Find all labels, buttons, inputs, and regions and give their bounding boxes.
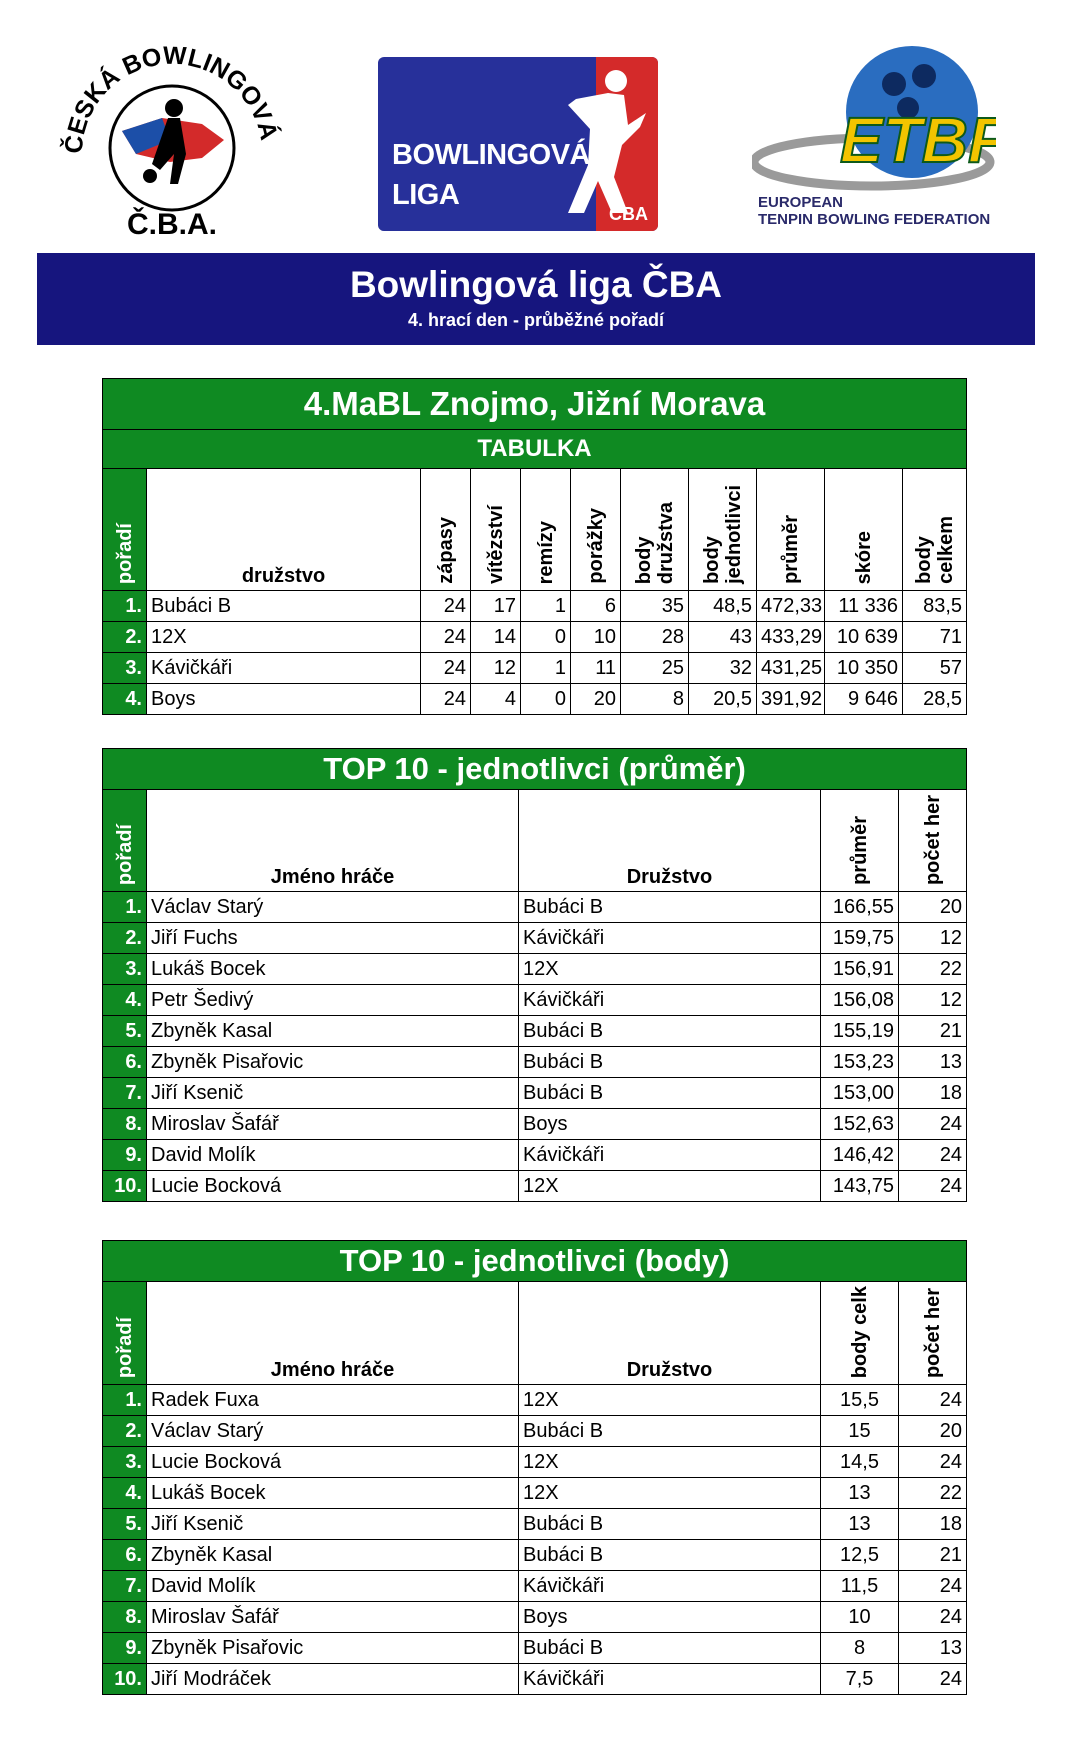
table-row bbox=[103, 954, 967, 985]
value-cell: 156,08 bbox=[821, 985, 899, 1016]
rank-cell: 9. bbox=[103, 1633, 147, 1664]
team-cell: Bubáci B bbox=[519, 892, 821, 923]
header-banner bbox=[37, 253, 1035, 345]
value-cell: 14,5 bbox=[821, 1447, 899, 1478]
team-cell: Bubáci B bbox=[519, 1633, 821, 1664]
games-cell: 24 bbox=[899, 1571, 967, 1602]
games-cell: 24 bbox=[899, 1664, 967, 1695]
total-points-cell: 57 bbox=[903, 653, 967, 684]
header-rank: pořadí bbox=[113, 823, 136, 885]
value-cell: 13 bbox=[821, 1509, 899, 1540]
liga-line1: BOWLINGOVÁ bbox=[392, 139, 590, 171]
rank-cell: 4. bbox=[103, 985, 147, 1016]
team-cell: Kávičkáři bbox=[519, 923, 821, 954]
total-points-cell: 71 bbox=[903, 622, 967, 653]
cba-short-text: Č.B.A. bbox=[127, 208, 217, 241]
table-row bbox=[103, 892, 967, 923]
rank-cell: 6. bbox=[103, 1540, 147, 1571]
total-points-cell: 83,5 bbox=[903, 591, 967, 622]
team-points-cell: 8 bbox=[621, 684, 689, 715]
team-cell: Kávičkáři bbox=[519, 1140, 821, 1171]
etbf-letters: ETBF bbox=[840, 104, 996, 176]
cba-ring-text: ČESKÁ BOWLINGOVÁ bbox=[59, 41, 283, 155]
table-row bbox=[103, 1416, 967, 1447]
table-row bbox=[103, 1171, 967, 1202]
player-name-cell: Jiří Fuchs bbox=[147, 923, 519, 954]
team-cell: Bubáci B bbox=[519, 1416, 821, 1447]
games-cell: 21 bbox=[899, 1016, 967, 1047]
rank-cell: 1. bbox=[103, 1385, 147, 1416]
table-row bbox=[103, 591, 967, 622]
team-cell: Kávičkáři bbox=[519, 985, 821, 1016]
value-cell: 15,5 bbox=[821, 1385, 899, 1416]
rank-cell: 5. bbox=[103, 1509, 147, 1540]
header-games: počet her bbox=[921, 794, 944, 885]
player-name-cell: Lucie Bocková bbox=[147, 1447, 519, 1478]
header-ind-points-1: body bbox=[700, 536, 723, 584]
value-cell: 10 bbox=[821, 1602, 899, 1633]
player-name-cell: Jiří Modráček bbox=[147, 1664, 519, 1695]
games-cell: 22 bbox=[899, 954, 967, 985]
wins-cell: 12 bbox=[471, 653, 521, 684]
team-cell: Bubáci B bbox=[519, 1509, 821, 1540]
header-team: Družstvo bbox=[519, 1282, 821, 1385]
average-cell: 431,25 bbox=[757, 653, 825, 684]
team-cell: Kávičkáři bbox=[519, 1664, 821, 1695]
games-cell: 12 bbox=[899, 923, 967, 954]
rank-cell: 7. bbox=[103, 1078, 147, 1109]
losses-cell: 11 bbox=[571, 653, 621, 684]
rank-cell: 2. bbox=[103, 1416, 147, 1447]
team-cell: Kávičkáři bbox=[519, 1571, 821, 1602]
table-row bbox=[103, 1140, 967, 1171]
header-games: počet her bbox=[921, 1288, 944, 1379]
score-cell: 10 350 bbox=[825, 653, 903, 684]
individual-points-cell: 43 bbox=[689, 622, 757, 653]
value-cell: 7,5 bbox=[821, 1664, 899, 1695]
table-row bbox=[103, 1447, 967, 1478]
team-cell: 12X bbox=[147, 622, 421, 653]
table-row bbox=[103, 1602, 967, 1633]
draws-cell: 0 bbox=[521, 684, 571, 715]
player-name-cell: Zbyněk Kasal bbox=[147, 1016, 519, 1047]
rank-cell: 9. bbox=[103, 1140, 147, 1171]
header-value: průměr bbox=[848, 816, 871, 885]
cba-seal-icon bbox=[52, 36, 292, 248]
rank-cell: 1. bbox=[103, 591, 147, 622]
table-row bbox=[103, 622, 967, 653]
etbf-line1: EUROPEAN bbox=[758, 194, 844, 211]
draws-cell: 0 bbox=[521, 622, 571, 653]
top-points-title: TOP 10 - jednotlivci (body) bbox=[103, 1241, 967, 1282]
team-cell: Bubáci B bbox=[519, 1540, 821, 1571]
rank-cell: 3. bbox=[103, 1447, 147, 1478]
games-cell: 20 bbox=[899, 892, 967, 923]
top-average-table bbox=[102, 748, 967, 1202]
rank-cell: 8. bbox=[103, 1602, 147, 1633]
player-name-cell: Václav Starý bbox=[147, 1416, 519, 1447]
draws-cell: 1 bbox=[521, 653, 571, 684]
table-row bbox=[103, 1047, 967, 1078]
table-row bbox=[103, 1478, 967, 1509]
average-cell: 433,29 bbox=[757, 622, 825, 653]
table-row bbox=[103, 1078, 967, 1109]
value-cell: 8 bbox=[821, 1633, 899, 1664]
value-cell: 15 bbox=[821, 1416, 899, 1447]
team-cell: Boys bbox=[519, 1109, 821, 1140]
individual-points-cell: 20,5 bbox=[689, 684, 757, 715]
table-row bbox=[103, 1540, 967, 1571]
team-points-cell: 25 bbox=[621, 653, 689, 684]
player-name-cell: Zbyněk Pisařovic bbox=[147, 1047, 519, 1078]
player-name-cell: David Molík bbox=[147, 1571, 519, 1602]
rank-cell: 7. bbox=[103, 1571, 147, 1602]
rank-cell: 3. bbox=[103, 954, 147, 985]
games-cell: 18 bbox=[899, 1509, 967, 1540]
games-cell: 18 bbox=[899, 1078, 967, 1109]
header-losses: porážky bbox=[584, 508, 607, 584]
etbf-logo bbox=[752, 44, 996, 240]
games-cell: 24 bbox=[899, 1385, 967, 1416]
games-cell: 22 bbox=[899, 1478, 967, 1509]
standings-table bbox=[102, 378, 967, 715]
games-cell: 24 bbox=[899, 1140, 967, 1171]
rank-cell: 10. bbox=[103, 1664, 147, 1695]
value-cell: 153,00 bbox=[821, 1078, 899, 1109]
games-cell: 24 bbox=[421, 622, 471, 653]
team-points-cell: 28 bbox=[621, 622, 689, 653]
cba-logo bbox=[52, 36, 292, 248]
score-cell: 11 336 bbox=[825, 591, 903, 622]
table-row bbox=[103, 653, 967, 684]
value-cell: 13 bbox=[821, 1478, 899, 1509]
team-cell: Bubáci B bbox=[519, 1078, 821, 1109]
games-cell: 24 bbox=[421, 653, 471, 684]
table-row bbox=[103, 1385, 967, 1416]
rank-cell: 2. bbox=[103, 622, 147, 653]
page-title: Bowlingová liga ČBA bbox=[349, 264, 723, 305]
score-cell: 9 646 bbox=[825, 684, 903, 715]
games-cell: 24 bbox=[899, 1447, 967, 1478]
value-cell: 143,75 bbox=[821, 1171, 899, 1202]
value-cell: 146,42 bbox=[821, 1140, 899, 1171]
value-cell: 152,63 bbox=[821, 1109, 899, 1140]
average-cell: 391,92 bbox=[757, 684, 825, 715]
rank-cell: 10. bbox=[103, 1171, 147, 1202]
games-cell: 24 bbox=[421, 591, 471, 622]
value-cell: 166,55 bbox=[821, 892, 899, 923]
player-name-cell: Zbyněk Kasal bbox=[147, 1540, 519, 1571]
header-total-2: celkem bbox=[934, 516, 957, 584]
player-name-cell: Zbyněk Pisařovic bbox=[147, 1633, 519, 1664]
etbf-line2: TENPIN BOWLING FEDERATION bbox=[758, 211, 991, 228]
header-team-points-2: družstva bbox=[654, 501, 677, 584]
header-rank: pořadí bbox=[113, 1317, 136, 1379]
player-name-cell: David Molík bbox=[147, 1140, 519, 1171]
total-points-cell: 28,5 bbox=[903, 684, 967, 715]
table-row bbox=[103, 684, 967, 715]
top-average-title: TOP 10 - jednotlivci (průměr) bbox=[103, 749, 967, 790]
player-name-cell: Lukáš Bocek bbox=[147, 954, 519, 985]
value-cell: 155,19 bbox=[821, 1016, 899, 1047]
table-row bbox=[103, 985, 967, 1016]
player-name-cell: Jiří Ksenič bbox=[147, 1078, 519, 1109]
wins-cell: 4 bbox=[471, 684, 521, 715]
header-player: Jméno hráče bbox=[147, 1282, 519, 1385]
team-cell: Bubáci B bbox=[519, 1016, 821, 1047]
rank-cell: 4. bbox=[103, 1478, 147, 1509]
games-cell: 24 bbox=[899, 1602, 967, 1633]
player-name-cell: Radek Fuxa bbox=[147, 1385, 519, 1416]
rank-cell: 6. bbox=[103, 1047, 147, 1078]
header-games: zápasy bbox=[434, 517, 457, 584]
games-cell: 24 bbox=[899, 1171, 967, 1202]
player-name-cell: Václav Starý bbox=[147, 892, 519, 923]
header-total-1: body bbox=[912, 536, 935, 584]
games-cell: 13 bbox=[899, 1633, 967, 1664]
games-cell: 13 bbox=[899, 1047, 967, 1078]
games-cell: 21 bbox=[899, 1540, 967, 1571]
bowling-ball-icon bbox=[752, 44, 996, 194]
average-cell: 472,33 bbox=[757, 591, 825, 622]
team-cell: 12X bbox=[519, 1171, 821, 1202]
player-name-cell: Lukáš Bocek bbox=[147, 1478, 519, 1509]
score-cell: 10 639 bbox=[825, 622, 903, 653]
table-row bbox=[103, 1664, 967, 1695]
wins-cell: 14 bbox=[471, 622, 521, 653]
value-cell: 156,91 bbox=[821, 954, 899, 985]
losses-cell: 10 bbox=[571, 622, 621, 653]
value-cell: 153,23 bbox=[821, 1047, 899, 1078]
standings-subtitle: TABULKA bbox=[103, 430, 967, 469]
header-ind-points-2: jednotlivci bbox=[722, 485, 745, 584]
standings-title: 4.MaBL Znojmo, Jižní Morava bbox=[103, 379, 967, 430]
games-cell: 12 bbox=[899, 985, 967, 1016]
losses-cell: 20 bbox=[571, 684, 621, 715]
header-team-points-1: body bbox=[632, 536, 655, 584]
rank-cell: 3. bbox=[103, 653, 147, 684]
wins-cell: 17 bbox=[471, 591, 521, 622]
player-name-cell: Petr Šedivý bbox=[147, 985, 519, 1016]
header-rank: pořadí bbox=[113, 522, 136, 584]
rank-cell: 1. bbox=[103, 892, 147, 923]
team-cell: 12X bbox=[519, 1478, 821, 1509]
player-name-cell: Jiří Ksenič bbox=[147, 1509, 519, 1540]
team-cell: 12X bbox=[519, 1447, 821, 1478]
team-cell: Kávičkáři bbox=[147, 653, 421, 684]
games-cell: 24 bbox=[421, 684, 471, 715]
rank-cell: 4. bbox=[103, 684, 147, 715]
team-cell: 12X bbox=[519, 954, 821, 985]
player-name-cell: Miroslav Šafář bbox=[147, 1109, 519, 1140]
table-row bbox=[103, 1571, 967, 1602]
table-row bbox=[103, 923, 967, 954]
header-player: Jméno hráče bbox=[147, 790, 519, 892]
table-row bbox=[103, 1633, 967, 1664]
value-cell: 12,5 bbox=[821, 1540, 899, 1571]
header-avg: průměr bbox=[779, 515, 802, 584]
header-value: body celk bbox=[848, 1286, 871, 1379]
value-cell: 159,75 bbox=[821, 923, 899, 954]
draws-cell: 1 bbox=[521, 591, 571, 622]
table-row bbox=[103, 1509, 967, 1540]
team-cell: Boys bbox=[147, 684, 421, 715]
header-draws: remízy bbox=[534, 520, 557, 584]
individual-points-cell: 32 bbox=[689, 653, 757, 684]
games-cell: 20 bbox=[899, 1416, 967, 1447]
table-row bbox=[103, 1016, 967, 1047]
table-row bbox=[103, 1109, 967, 1140]
top-points-table bbox=[102, 1240, 967, 1695]
header-team: družstvo bbox=[147, 469, 421, 591]
player-name-cell: Miroslav Šafář bbox=[147, 1602, 519, 1633]
page-subtitle: 4. hrací den - průběžné pořadí bbox=[407, 310, 665, 330]
rank-cell: 8. bbox=[103, 1109, 147, 1140]
team-cell: Bubáci B bbox=[147, 591, 421, 622]
liga-line2: LIGA bbox=[392, 179, 460, 211]
losses-cell: 6 bbox=[571, 591, 621, 622]
header-score: skóre bbox=[852, 530, 875, 584]
liga-badge: ČBA bbox=[609, 204, 648, 224]
team-cell: Bubáci B bbox=[519, 1047, 821, 1078]
header-team: Družstvo bbox=[519, 790, 821, 892]
rank-cell: 2. bbox=[103, 923, 147, 954]
bowling-liga-logo bbox=[378, 57, 658, 231]
individual-points-cell: 48,5 bbox=[689, 591, 757, 622]
team-cell: 12X bbox=[519, 1385, 821, 1416]
header-wins: vítězství bbox=[484, 505, 507, 584]
rank-cell: 5. bbox=[103, 1016, 147, 1047]
player-name-cell: Lucie Bocková bbox=[147, 1171, 519, 1202]
value-cell: 11,5 bbox=[821, 1571, 899, 1602]
games-cell: 24 bbox=[899, 1109, 967, 1140]
team-points-cell: 35 bbox=[621, 591, 689, 622]
team-cell: Boys bbox=[519, 1602, 821, 1633]
